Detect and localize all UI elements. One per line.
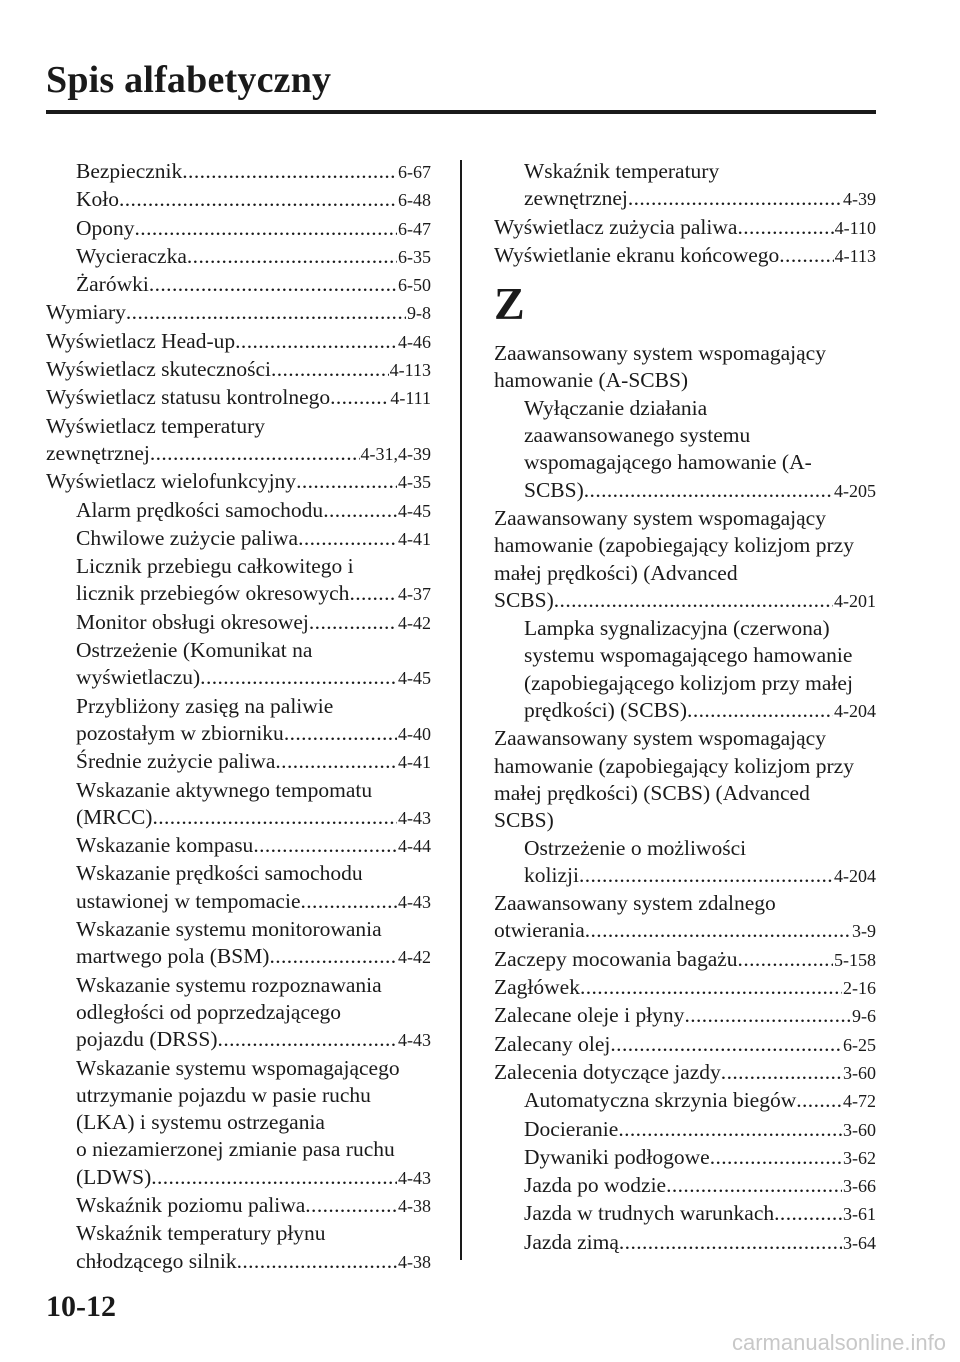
dot-leader	[628, 185, 842, 212]
entry-text: Wskazanie systemu rozpoznawania	[76, 972, 382, 997]
page-reference-link[interactable]: 4-204	[834, 701, 876, 722]
page-reference-link[interactable]: 4-43	[398, 1030, 431, 1051]
entry-text: Chwilowe zużycie paliwa	[76, 525, 299, 550]
page-reference-link[interactable]: 3-61	[843, 1204, 876, 1225]
index-entry	[46, 384, 431, 412]
index-entry	[46, 271, 431, 299]
index-entry	[494, 1200, 876, 1228]
page-reference-link[interactable]: 4-41	[398, 528, 431, 549]
page-reference-link[interactable]: 6-47	[398, 218, 431, 239]
index-entry	[494, 242, 876, 270]
entry-text: prędkości) (SCBS)	[524, 698, 688, 723]
entry-text: zaawansowanego systemu	[524, 423, 751, 448]
entry-text: Wskazanie systemu monitorowania	[76, 917, 382, 942]
column-divider	[460, 160, 462, 1260]
dot-leader	[275, 748, 397, 775]
index-entry	[494, 505, 876, 615]
index-entry	[494, 158, 876, 214]
dot-leader	[684, 1002, 851, 1029]
index-entry	[494, 395, 876, 505]
index-entry	[494, 1172, 876, 1200]
index-group-z	[494, 340, 876, 1257]
watermark: carmanualsonline.info	[731, 1330, 946, 1355]
entry-text: Zaawansowany system zdalnego	[494, 891, 776, 916]
index-entry	[46, 243, 431, 271]
dot-leader	[305, 1192, 397, 1219]
entry-text: Ostrzeżenie o możliwości	[524, 835, 747, 860]
dot-leader	[619, 1229, 842, 1256]
page-reference-link[interactable]: 4-111	[390, 388, 431, 409]
entry-text: Dywaniki podłogowe	[524, 1144, 710, 1169]
page-reference-link[interactable]: 9-6	[852, 1006, 876, 1027]
dot-leader	[580, 974, 842, 1001]
page-reference-link[interactable]: 6-67	[398, 162, 431, 182]
entry-text: zewnętrznej	[46, 440, 150, 465]
page-reference-link[interactable]: 4-46	[398, 331, 431, 352]
page-reference-link[interactable]: 2-16	[843, 978, 876, 999]
entry-text: Ostrzeżenie (Komunikat na	[76, 638, 313, 663]
entry-text: pozostałym w zbiorniku	[76, 720, 284, 745]
dot-leader	[284, 720, 397, 747]
entry-text: Zalecane oleje i płyny	[494, 1003, 685, 1028]
index-entry	[494, 1059, 876, 1087]
dot-leader	[737, 214, 833, 241]
dot-leader	[182, 158, 397, 185]
entry-text: (LKA) i systemu ostrzegania	[76, 1110, 325, 1135]
index-entry	[46, 413, 431, 469]
entry-text: kolizji	[524, 862, 579, 887]
entry-text: wspomagającego hamowanie (A-	[524, 450, 812, 475]
page-reference-link[interactable]: 4-41	[398, 752, 431, 773]
entry-text: Monitor obsługi okresowej	[76, 609, 309, 634]
dot-leader	[687, 697, 833, 724]
dot-leader	[271, 356, 389, 383]
entry-text: Wyświetlacz skuteczności	[46, 357, 271, 382]
entry-text: Zaczepy mocowania bagażu	[494, 946, 738, 971]
dot-leader	[152, 804, 397, 831]
page-reference-link[interactable]: 4-72	[843, 1091, 876, 1112]
entry-text: Automatyczna skrzynia biegów	[524, 1088, 797, 1113]
page-reference-link[interactable]: 4-42	[398, 947, 431, 968]
entry-text: Zagłówek	[494, 975, 580, 1000]
dot-leader	[710, 1144, 842, 1171]
entry-text: Wskazanie aktywnego tempomatu	[76, 777, 373, 802]
index-entry	[494, 725, 876, 834]
entry-text: chłodzącego silnik	[76, 1248, 237, 1273]
index-entry	[46, 299, 431, 327]
page-reference-link[interactable]: 4-35	[398, 472, 431, 493]
index-entry	[494, 214, 876, 242]
dot-leader	[135, 215, 397, 242]
index-entry	[46, 158, 431, 186]
entry-text: Jazda zimą	[524, 1229, 619, 1254]
entry-text: hamowanie (zapobiegający kolizjom przy	[494, 533, 854, 558]
page-reference-link[interactable]: 4-45	[398, 668, 431, 689]
page-reference-link[interactable]: 4-31,4-39	[360, 443, 431, 464]
index-entry	[46, 215, 431, 243]
page-reference-link[interactable]: 4-38	[398, 1251, 431, 1272]
entry-text: Wyświetlacz Head-up	[46, 328, 236, 353]
entry-text: Lampka sygnalizacyjna (czerwona)	[524, 616, 830, 641]
page-reference-link[interactable]: 4-37	[398, 584, 431, 605]
index-entry	[46, 468, 431, 496]
entry-text: (zapobiegającego kolizjom przy małej	[524, 670, 853, 695]
entry-text: SCBS)	[494, 808, 554, 833]
entry-text: systemu wspomagającego hamowanie	[524, 643, 853, 668]
index-entry	[494, 1116, 876, 1144]
entry-text: małej prędkości) (Advanced	[494, 560, 738, 585]
entry-text: Przybliżony zasięg na paliwie	[76, 693, 334, 718]
index-group-w	[494, 158, 876, 270]
dot-leader	[301, 888, 398, 915]
index-entry	[494, 946, 876, 974]
entry-text: hamowanie (A-SCBS)	[494, 368, 689, 393]
page-reference-link[interactable]: 6-35	[398, 246, 431, 267]
entry-text: ustawionej w tempomacie	[76, 888, 301, 913]
entry-text: martwego pola (BSM)	[76, 944, 270, 969]
entry-text: Zaawansowany system wspomagający	[494, 726, 826, 751]
index-entry	[46, 356, 431, 384]
entry-text: pojazdu (DRSS)	[76, 1027, 218, 1052]
entry-text: licznik przebiegów okresowych	[76, 581, 350, 606]
entry-text: Alarm prędkości samochodu	[76, 497, 324, 522]
page-reference-link[interactable]: 6-25	[843, 1034, 876, 1055]
dot-leader	[584, 477, 833, 504]
entry-text: Koło	[76, 187, 119, 212]
index-entry	[494, 974, 876, 1002]
dot-leader	[554, 587, 833, 614]
entry-text: Wyświetlacz zużycia paliwa	[494, 214, 738, 239]
index-column-left	[46, 158, 431, 1276]
index-entry	[46, 693, 431, 749]
index-entry	[494, 1087, 876, 1115]
page-reference-link[interactable]: 6-50	[398, 275, 431, 296]
page-reference-link[interactable]: 4-44	[398, 836, 431, 857]
page-reference-link[interactable]: 6-48	[398, 190, 431, 211]
dot-leader	[330, 384, 389, 411]
page-reference-link[interactable]: 4-43	[398, 807, 431, 828]
dot-leader	[618, 1116, 842, 1143]
dot-leader	[151, 1164, 397, 1191]
dot-leader	[579, 862, 833, 889]
entry-text: Wyłączanie działania	[524, 395, 708, 420]
index-entry	[494, 615, 876, 725]
entry-text: Opony	[76, 215, 135, 240]
page-reference-link[interactable]: 4-42	[398, 612, 431, 633]
entry-text: Wskaźnik temperatury płynu	[76, 1221, 326, 1246]
entry-text: Wyświetlacz wielofunkcyjny	[46, 469, 297, 494]
entry-text: (MRCC)	[76, 804, 153, 829]
entry-text: wyświetlaczu)	[76, 665, 201, 690]
page-title: Spis alfabetyczny	[46, 59, 332, 101]
index-entry	[46, 553, 431, 609]
dot-leader	[218, 1026, 397, 1053]
index-entry	[494, 340, 876, 395]
dot-leader	[200, 664, 397, 691]
index-entry	[494, 1144, 876, 1172]
dot-leader	[738, 946, 833, 973]
page-number: 10-12	[46, 1290, 116, 1323]
entry-text: odległości od poprzedzającego	[76, 999, 342, 1024]
page-reference-link[interactable]: 4-40	[398, 723, 431, 744]
entry-text: Zalecany olej	[494, 1031, 611, 1056]
entry-text: Wskaźnik temperatury	[524, 159, 720, 183]
index-entry	[46, 186, 431, 214]
dot-leader	[666, 1172, 842, 1199]
entry-text: SCBS)	[494, 587, 554, 612]
page-reference-link[interactable]: 4-205	[834, 480, 876, 501]
index-entry	[46, 777, 431, 833]
page-reference-link[interactable]: 5-158	[834, 949, 876, 970]
entry-text: utrzymanie pojazdu w pasie ruchu	[76, 1082, 371, 1107]
index-entry	[494, 890, 876, 946]
entry-text: Wyświetlanie ekranu końcowego	[494, 242, 780, 267]
index-entry	[494, 1229, 876, 1257]
dot-leader	[253, 832, 397, 859]
index-entry	[46, 972, 431, 1055]
entry-text: Wyświetlacz statusu kontrolnego	[46, 385, 331, 410]
page-reference-link[interactable]: 3-66	[843, 1176, 876, 1197]
entry-text: hamowanie (zapobiegający kolizjom przy	[494, 753, 854, 778]
entry-text: Licznik przebiegu całkowitego i	[76, 554, 354, 579]
page-reference-link[interactable]: 3-60	[843, 1062, 876, 1083]
entry-text: o niezamierzonej zmianie pasa ruchu	[76, 1137, 395, 1162]
entry-text: Zalecenia dotyczące jazdy	[494, 1059, 721, 1084]
page-reference-link[interactable]: 4-43	[398, 891, 431, 912]
index-entry	[46, 1055, 431, 1192]
dot-leader	[187, 243, 397, 270]
dot-leader	[296, 468, 397, 495]
page-reference-link[interactable]: 4-45	[398, 500, 431, 521]
page-reference-link[interactable]: 9-8	[407, 303, 431, 324]
dot-leader	[349, 580, 397, 607]
index-entry	[46, 525, 431, 553]
index-entry	[494, 1031, 876, 1059]
page-reference-link[interactable]: 3-9	[852, 921, 876, 942]
page-reference-link[interactable]: 4-113	[389, 360, 431, 381]
dot-leader	[119, 186, 397, 213]
dot-leader	[237, 1248, 397, 1275]
entry-text: Wskazanie systemu wspomagającego	[76, 1055, 400, 1080]
index-entry	[46, 1192, 431, 1220]
index-entry	[46, 637, 431, 693]
index-entry	[46, 609, 431, 637]
dot-leader	[779, 242, 833, 269]
index-entry	[46, 860, 431, 916]
page-reference-link[interactable]: 3-64	[843, 1232, 876, 1253]
dot-leader	[796, 1087, 842, 1114]
header-rule	[46, 110, 876, 114]
index-column-right	[494, 158, 876, 1257]
index-entry	[46, 328, 431, 356]
dot-leader	[309, 609, 397, 636]
entry-text: Zaawansowany system wspomagający	[494, 341, 826, 366]
dot-leader	[235, 328, 397, 355]
page-reference-link[interactable]: 4-113	[834, 245, 876, 266]
dot-leader	[323, 497, 397, 524]
page-reference-link[interactable]: 4-204	[834, 865, 876, 886]
entry-text: Wyświetlacz temperatury	[46, 413, 265, 438]
page-reference-link[interactable]: 4-43	[398, 1167, 431, 1188]
entry-text: małej prędkości) (SCBS) (Advanced	[494, 780, 810, 805]
index-entry	[46, 748, 431, 776]
entry-text: Żarówki	[76, 272, 149, 297]
entry-text: Jazda po wodzie	[524, 1173, 667, 1198]
page-reference-link[interactable]: 3-62	[843, 1147, 876, 1168]
index-entry	[494, 1002, 876, 1030]
dot-leader	[150, 440, 360, 467]
entry-text: Wskaźnik poziomu paliwa	[76, 1192, 306, 1217]
dot-leader	[721, 1059, 842, 1086]
page-reference-link[interactable]: 4-38	[398, 1195, 431, 1216]
entry-text: (LDWS)	[76, 1164, 152, 1189]
dot-leader	[126, 299, 406, 326]
entry-text: Wymiary	[46, 300, 126, 325]
entry-text: Bezpiecznik	[76, 159, 183, 183]
index-entry	[46, 832, 431, 860]
section-letter-z: Z	[494, 278, 525, 330]
dot-leader	[149, 271, 397, 298]
page-reference-link[interactable]: 4-39	[843, 189, 876, 210]
index-entry	[494, 835, 876, 891]
index-entry	[46, 497, 431, 525]
dot-leader	[610, 1031, 842, 1058]
entry-text: Zaawansowany system wspomagający	[494, 505, 826, 530]
dot-leader	[774, 1200, 842, 1227]
dot-leader	[269, 943, 397, 970]
entry-text: Docieranie	[524, 1116, 619, 1141]
dot-leader	[298, 525, 397, 552]
index-entry	[46, 1220, 431, 1276]
entry-text: Wskazanie prędkości samochodu	[76, 861, 363, 886]
entry-text: Wycieraczka	[76, 243, 187, 268]
dot-leader	[585, 917, 851, 944]
page-reference-link[interactable]: 4-110	[834, 217, 876, 238]
page-reference-link[interactable]: 3-60	[843, 1119, 876, 1140]
page-reference-link[interactable]: 4-201	[834, 590, 876, 611]
entry-text: otwierania	[494, 918, 585, 943]
entry-text: SCBS)	[524, 477, 584, 502]
entry-text: Jazda w trudnych warunkach	[524, 1201, 775, 1226]
entry-text: Średnie zużycie paliwa	[76, 749, 276, 774]
entry-text: Wskazanie kompasu	[76, 833, 254, 858]
entry-text: zewnętrznej	[524, 186, 628, 211]
index-entry	[46, 916, 431, 972]
